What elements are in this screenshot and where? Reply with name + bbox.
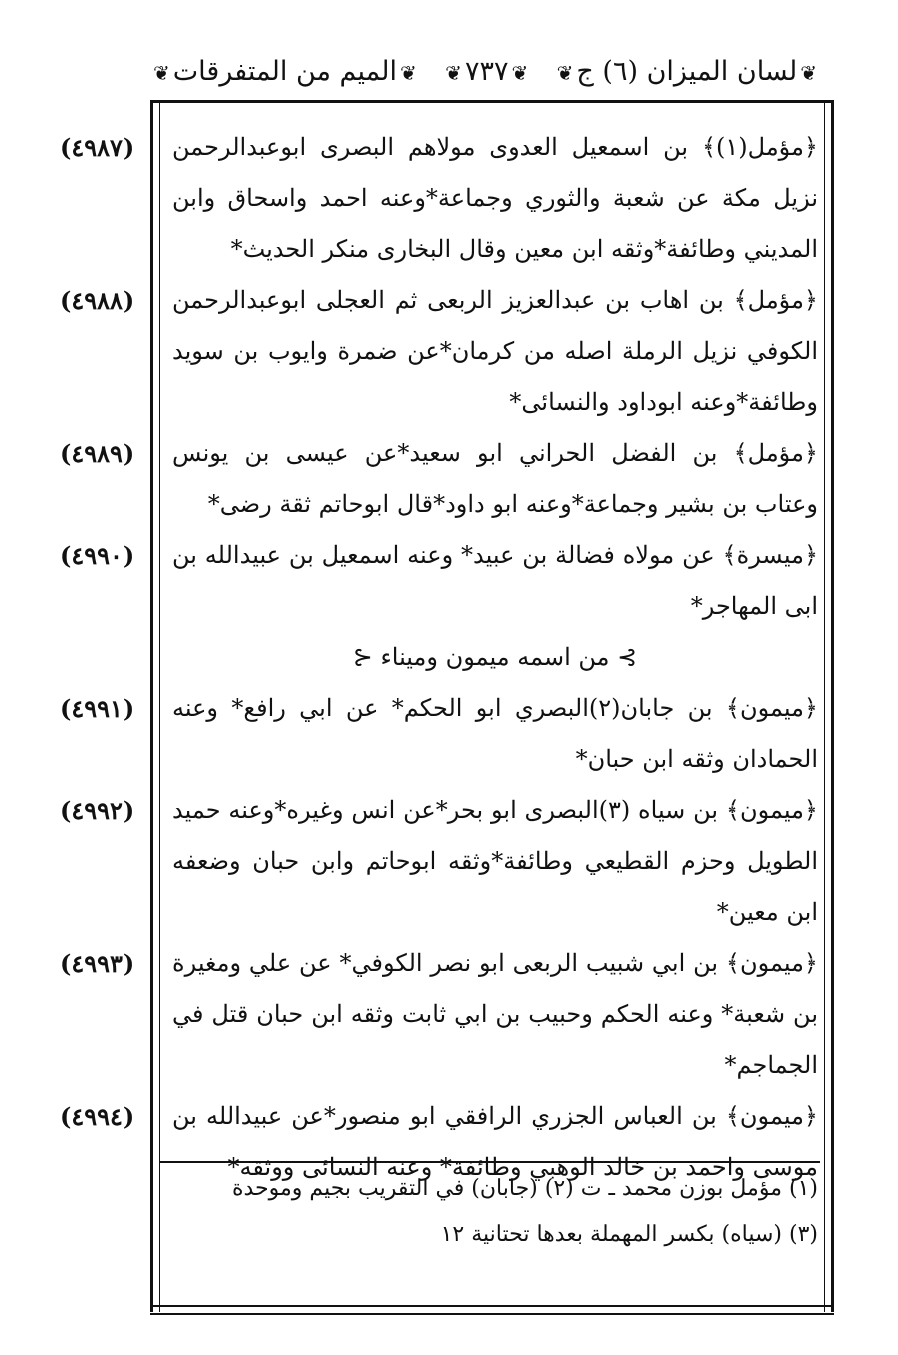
footnote-divider [160, 1161, 820, 1163]
entry-4993 [60, 938, 818, 1091]
entry-number: (٤٩٩٤) [60, 1102, 135, 1131]
entry-text: ﴿مؤمل﴾ بن اهاب بن عبدالعزيز الربعى ثم العجلى ابوعبدالرحمن الكوفي نزيل الرملة اصله من كرمان*عن ضمرة وايوب بن سويد وطائفة*وعنه ابوداود والنسائى* [172, 286, 818, 416]
section-title [172, 632, 818, 683]
running-header [150, 48, 820, 94]
entries-body [60, 122, 818, 1193]
entry-4989 [60, 428, 818, 530]
footnote: (١) مؤمل بوزن محمد ـ ت (٢) (جابان) في التقريب بجيم وموحدة [231, 1176, 818, 1201]
entry-text: ﴿ميمون﴾ بن ابي شبيب الربعى ابو نصر الكوفي* عن علي ومغيرة بن شعبة* وعنه الحكم وحبيب بن ابي ثابت وثقه ابن حبان قتل في الجماجم* [172, 949, 818, 1079]
section-title-text: من اسمه ميمون وميناء [380, 643, 610, 671]
entry-number: (٤٩٩٢) [60, 796, 135, 825]
ornament-icon: ⊱ [609, 643, 638, 671]
entry-number: (٤٩٩١) [60, 694, 135, 723]
entry-number: (٤٩٩٠) [60, 541, 135, 570]
footnotes [172, 1166, 818, 1258]
footnote: (٣) (سياه) بكسر المهملة بعدها تحتانية ١٢ [440, 1222, 818, 1247]
ornament-icon: ❦ [800, 60, 817, 85]
entry-text: ﴿ميمون﴾ بن جابان(٢)البصري ابو الحكم* عن ابي رافع* وعنه الحمادان وثقه ابن حبان* [172, 694, 818, 773]
bottom-rule [150, 1305, 834, 1315]
header-page-number-text: ٧٣٧ [464, 55, 509, 87]
ornament-icon: ❦ [153, 60, 170, 85]
entry-text: ﴿مؤمل(١)﴾ بن اسمعيل العدوى مولاهم البصرى ابوعبدالرحمن نزيل مكة عن شعبة والثوري وجماعة*وعنه احمد واسحاق وابن المديني وطائفة*وثقه ابن معين وقال البخارى منكر الحديث* [172, 133, 818, 263]
entry-4988 [60, 275, 818, 428]
entry-4991 [60, 683, 818, 785]
header-page-number [442, 56, 531, 87]
entry-text: ﴿مؤمل﴾ بن الفضل الحراني ابو سعيد*عن عيسى بن يونس وعتاب بن بشير وجماعة*وعنه ابو داود*قال ابوحاتم ثقة رضى* [172, 439, 818, 518]
ornament-icon: ⊰ [352, 643, 381, 671]
entry-4990 [60, 530, 818, 632]
entry-number: (٤٩٨٨) [60, 286, 135, 315]
entry-4992 [60, 785, 818, 938]
ornament-icon: ❦ [445, 60, 462, 85]
ornament-icon: ❦ [511, 60, 529, 85]
header-section [150, 56, 420, 87]
header-book-title-text: لسان الميزان (٦) ج [576, 55, 798, 87]
entry-text: ﴿ميمون﴾ بن العباس الجزري الرافقي ابو منصور*عن عبيدالله بن موسى واحمد بن خالد الوهبي وطائفة* وعنه النسائى ووثقه* [172, 1102, 818, 1181]
header-book-title [554, 56, 820, 87]
entry-number: (٤٩٩٣) [60, 949, 135, 978]
entry-number: (٤٩٨٧) [60, 133, 135, 162]
ornament-icon: ❦ [400, 60, 417, 85]
entry-number: (٤٩٨٩) [60, 439, 135, 468]
ornament-icon: ❦ [556, 60, 574, 85]
entry-text: ﴿ميمون﴾ بن سياه (٣)البصرى ابو بحر*عن انس وغيره*وعنه حميد الطويل وحزم القطيعي وطائفة*وثقه ابوحاتم وابن حبان وضعفه ابن معين* [172, 796, 818, 926]
entry-4987 [60, 122, 818, 275]
entry-text: ﴿ميسرة﴾ عن مولاه فضالة بن عبيد* وعنه اسمعيل بن عبيدالله بن ابى المهاجر* [172, 541, 818, 620]
header-section-text: الميم من المتفرقات [172, 55, 397, 87]
